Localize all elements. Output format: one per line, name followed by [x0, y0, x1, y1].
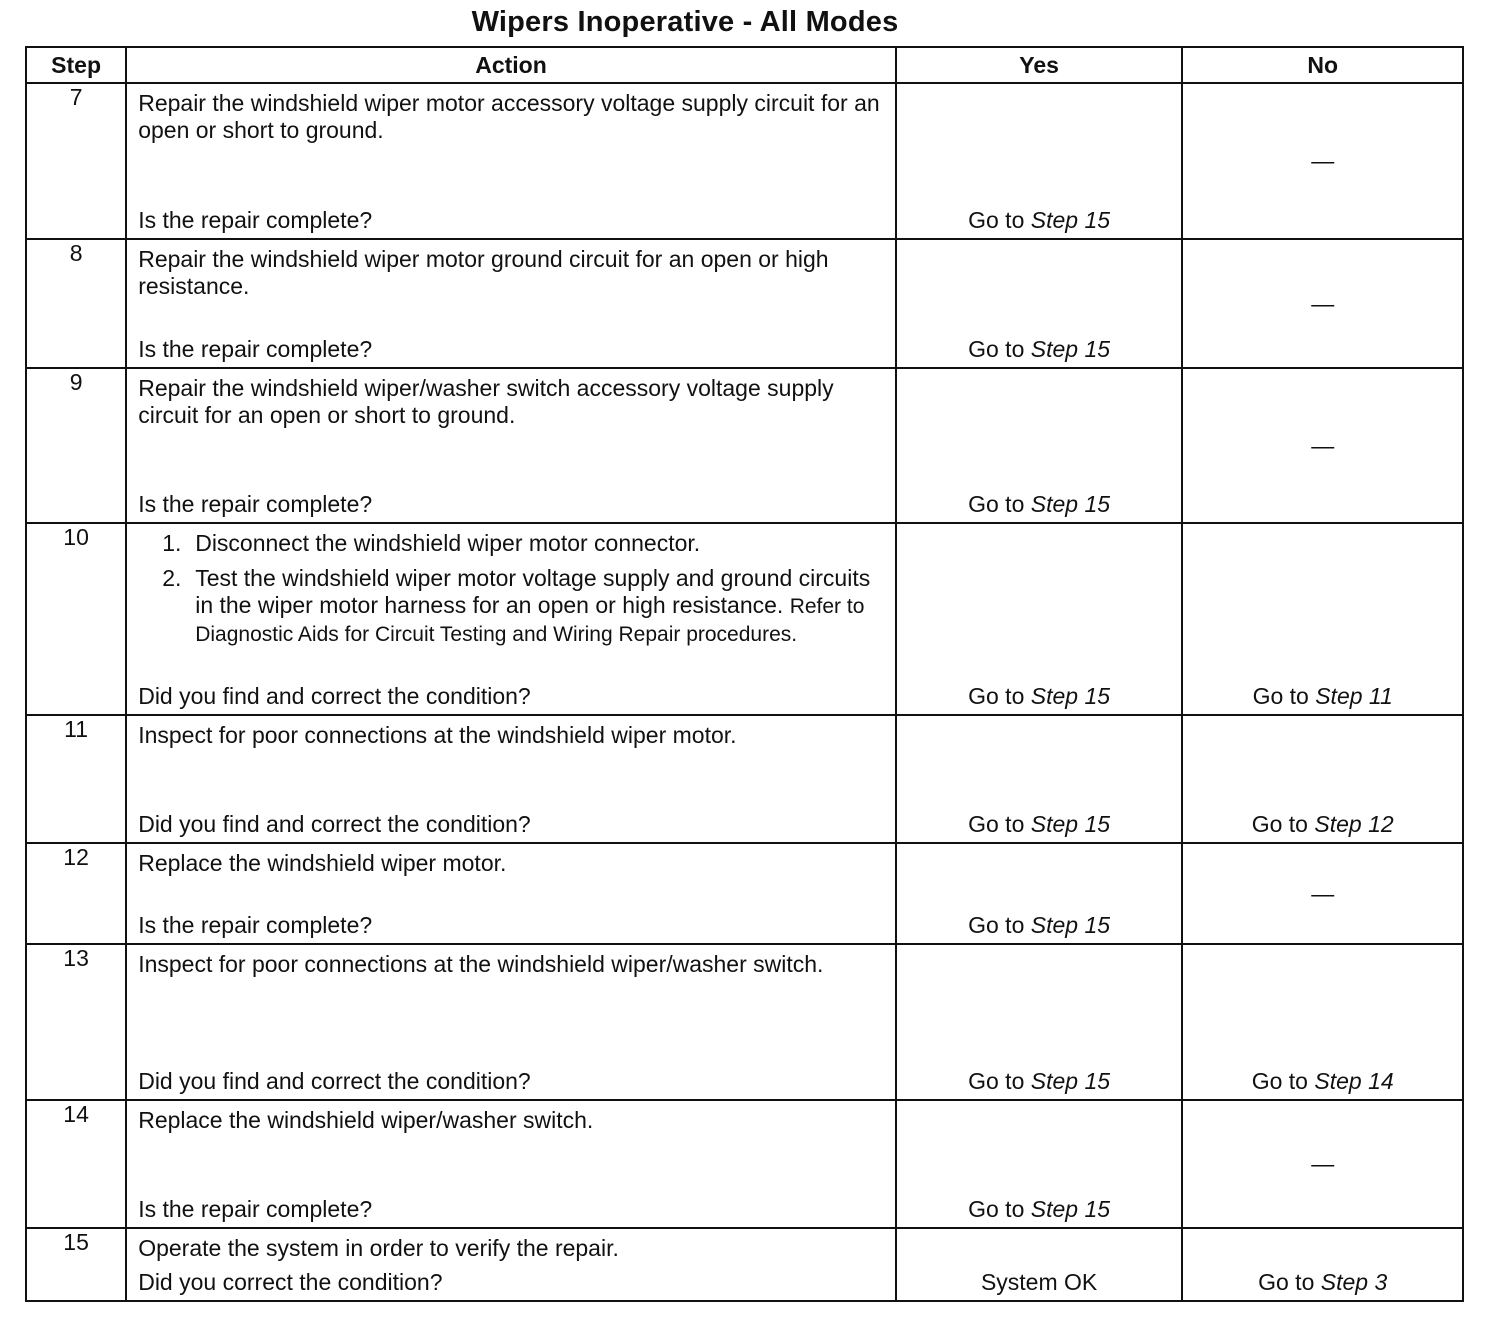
action-text: Repair the windshield wiper motor ground circuit for an open or high resistance.	[138, 246, 829, 299]
yes-cell	[896, 523, 1183, 715]
action-cell	[126, 239, 896, 368]
yes-goto: Go to Step 15	[968, 811, 1111, 837]
substep-list	[138, 530, 883, 648]
action-question: Did you correct the condition?	[138, 1269, 443, 1295]
no-cell	[1182, 368, 1463, 523]
header-no: No	[1182, 47, 1463, 83]
table-row	[26, 83, 1463, 239]
table-row	[26, 368, 1463, 523]
action-text: Replace the windshield wiper motor.	[138, 850, 507, 876]
yes-goto: Go to Step 15	[968, 912, 1111, 938]
yes-goto: Go to Step 15	[968, 1068, 1111, 1094]
table-header-row	[26, 47, 1463, 83]
no-dash: —	[1311, 1150, 1335, 1177]
step-number: 12	[26, 843, 126, 944]
yes-goto: Go to Step 15	[968, 1196, 1111, 1222]
no-cell	[1182, 1100, 1463, 1228]
yes-cell	[896, 239, 1183, 368]
step-number: 14	[26, 1100, 126, 1228]
diagnostic-table	[25, 46, 1464, 1302]
yes-cell	[896, 368, 1183, 523]
substep-item: 1. Disconnect the windshield wiper motor connector.	[162, 530, 701, 556]
yes-cell	[896, 944, 1183, 1100]
action-question: Did you find and correct the condition?	[138, 811, 531, 837]
action-cell	[126, 368, 896, 523]
action-cell	[126, 715, 896, 843]
yes-cell	[896, 843, 1183, 944]
yes-cell	[896, 1228, 1183, 1301]
yes-cell	[896, 1100, 1183, 1228]
table-row	[26, 239, 1463, 368]
action-question: Is the repair complete?	[138, 912, 373, 938]
no-cell	[1182, 944, 1463, 1100]
action-cell	[126, 843, 896, 944]
action-question: Is the repair complete?	[138, 491, 373, 517]
action-text: Inspect for poor connections at the windshield wiper/washer switch.	[138, 951, 824, 977]
header-action: Action	[126, 47, 896, 83]
no-cell	[1182, 1228, 1463, 1301]
no-cell	[1182, 843, 1463, 944]
yes-goto: Go to Step 15	[968, 207, 1111, 233]
action-text: Repair the windshield wiper/washer switch accessory voltage supply circuit for an open or short to ground.	[138, 375, 834, 428]
yes-goto: Go to Step 15	[968, 683, 1111, 709]
action-text: Operate the system in order to verify the repair.	[138, 1235, 619, 1261]
yes-goto: Go to Step 15	[968, 336, 1111, 362]
reference-text: Refer to Diagnostic Aids for Circuit Testing and Wiring Repair procedures.	[195, 595, 865, 646]
no-cell	[1182, 239, 1463, 368]
no-cell	[1182, 715, 1463, 843]
step-number: 9	[26, 368, 126, 523]
table-row	[26, 1228, 1463, 1301]
action-question: Did you find and correct the condition?	[138, 683, 531, 709]
no-dash: —	[1311, 147, 1335, 174]
action-question: Did you find and correct the condition?	[138, 1068, 531, 1094]
no-goto: Go to Step 12	[1251, 811, 1394, 837]
no-dash: —	[1311, 432, 1335, 458]
yes-cell	[896, 715, 1183, 843]
action-cell	[126, 83, 896, 239]
table-row	[26, 1100, 1463, 1228]
step-number: 10	[26, 523, 126, 715]
table-row	[26, 523, 1463, 715]
yes-cell	[896, 83, 1183, 239]
no-goto: Go to Step 3	[1258, 1269, 1388, 1295]
no-goto: Go to Step 11	[1252, 683, 1393, 709]
action-text: Inspect for poor connections at the windshield wiper motor.	[138, 722, 737, 748]
step-number: 15	[26, 1228, 126, 1301]
action-question: Is the repair complete?	[138, 336, 373, 362]
step-number: 11	[26, 715, 126, 843]
table-row	[26, 944, 1463, 1100]
table-row	[26, 715, 1463, 843]
no-cell	[1182, 83, 1463, 239]
action-question: Is the repair complete?	[138, 207, 373, 233]
step-number: 7	[26, 83, 126, 239]
header-step: Step	[26, 47, 126, 83]
yes-result: System OK	[980, 1269, 1098, 1295]
table-row	[26, 843, 1463, 944]
action-text: Repair the windshield wiper motor accessory voltage supply circuit for an open or short to ground.	[138, 90, 880, 143]
no-dash: —	[1311, 290, 1335, 316]
action-cell	[126, 1228, 896, 1301]
no-goto: Go to Step 14	[1251, 1068, 1394, 1094]
yes-goto: Go to Step 15	[968, 491, 1111, 517]
action-cell	[126, 523, 896, 715]
no-cell	[1182, 523, 1463, 715]
step-number: 13	[26, 944, 126, 1100]
header-yes: Yes	[896, 47, 1183, 83]
action-question: Is the repair complete?	[138, 1196, 373, 1222]
step-number: 8	[26, 239, 126, 368]
action-cell	[126, 1100, 896, 1228]
no-dash: —	[1311, 880, 1335, 906]
substep-item: 2. Test the windshield wiper motor voltage supply and ground circuits in the wiper motor harness for an open or high resistance. Refer to Diagnostic Aids for Circuit Testing and Wiring Repair procedures.	[162, 565, 871, 646]
page-title: Wipers Inoperative - All Modes	[471, 6, 899, 38]
action-cell	[126, 944, 896, 1100]
action-text: Replace the windshield wiper/washer switch.	[138, 1107, 594, 1133]
